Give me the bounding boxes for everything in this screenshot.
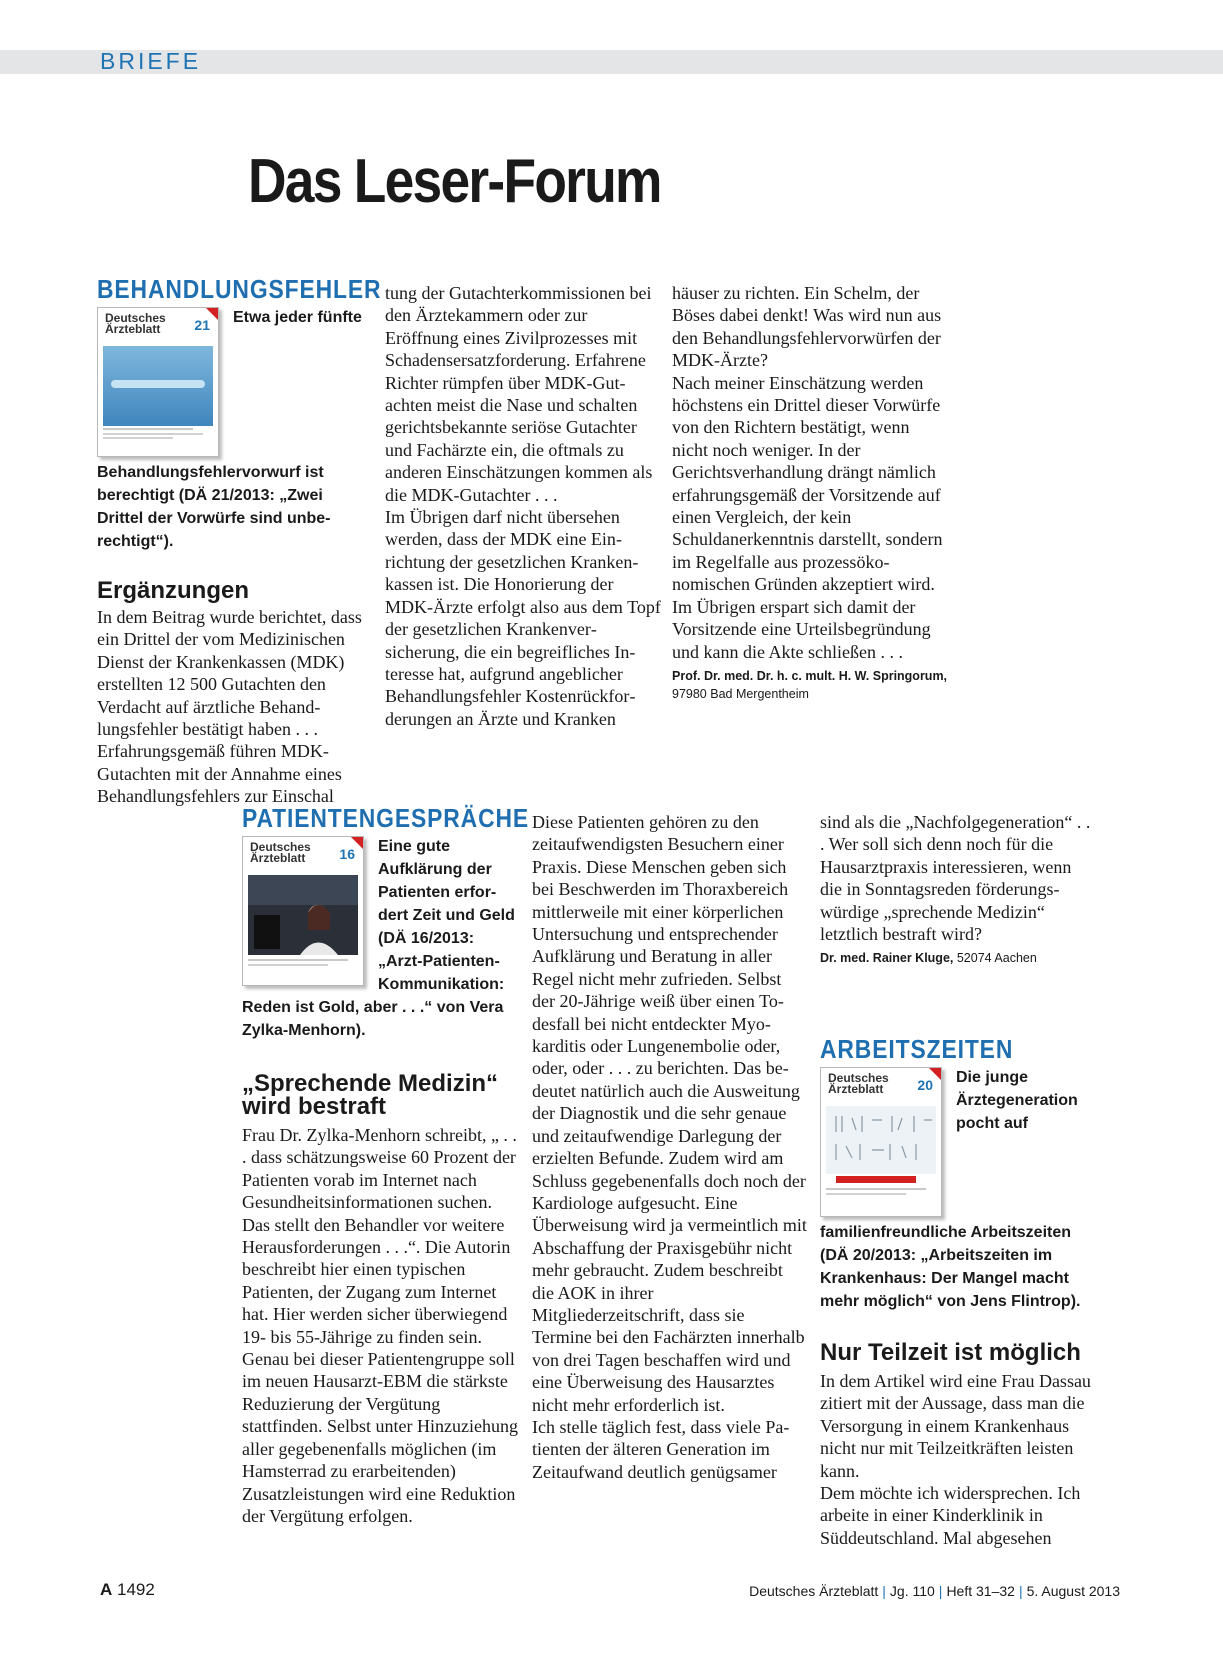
article1-location: 97980 Bad Mergentheim	[672, 686, 809, 701]
article2-body-part2: Diese Patienten gehören zu den zeitaufwendigsten Besuchern einer Praxis. Diese Menschen geben sich bei Beschwerden im Thoraxbereich mittlerweile mit einer körperlichen Untersuchung und entsprechender Aufklärung und Beratung in aller Regel nicht mehr zufrieden. Selbst der 20-Jährige weiß über einen Todesfall bei nicht entdeckter Myokarditis oder Lungenembolie oder, oder, oder . . . zu berichten. Das bedeutet natürlich auch die Ausweitung der Diagnostik und die sehr genaue und zeitaufwendige Darlegung der erzielten Befunde. Zudem wird am Schluss gegebenenfalls doch noch der Kardiologe aufgesucht. Eine Überweisung wird ja vermeintlich mit Abschaffung der Praxisgebühr nicht mehr gebraucht. Zudem beschreibt die AOK in ihrer Mitgliederzeitschrift, dass sie Termine bei den Fachärzten innerhalb von drei Tagen beschaffen wird und eine Überweisung des Hausarztes nicht mehr erforderlich ist.	[532, 812, 807, 1415]
footer-issue: Heft 31–32	[946, 1583, 1015, 1599]
footer-journal: Deutsches Ärzteblatt	[749, 1583, 879, 1599]
cover-masthead: Deutsches Ärzteblatt	[250, 840, 311, 865]
cover-corner-mark	[206, 308, 218, 320]
footer-citation: Deutsches Ärzteblatt | Jg. 110 | Heft 31–32 | 5. August 2013	[749, 1583, 1120, 1599]
article1-signature	[672, 667, 948, 703]
article1-cover-image	[97, 307, 219, 457]
article1-body-part4: häuser zu richten. Ein Schelm, der Böses dabei denkt! Was wird nun aus den Behandlungsfehlervorwürfen der MDK-Ärzte?	[672, 283, 942, 371]
cover-masthead: Deutsches Ärzteblatt	[105, 311, 166, 336]
page-number-value: 1492	[117, 1580, 155, 1599]
article3-column	[820, 1034, 1096, 1549]
article1-author: Prof. Dr. med. Dr. h. c. mult. H. W. Springorum,	[672, 668, 948, 683]
page-prefix: A	[100, 1580, 113, 1599]
article1-column3	[672, 282, 948, 703]
article2-teaser: Eine gute Aufklärung der Patienten erfordert Zeit und Geld (DÄ 16/2013: „Arzt-Patienten-Kommunikation: Reden ist Gold, aber . . .“ von Vera Zylka-Menhorn).	[242, 838, 515, 1039]
article3-category: ARBEITSZEITEN	[820, 1034, 1014, 1064]
cover-corner-mark	[929, 1068, 941, 1080]
article2-location: 52074 Aachen	[956, 951, 1037, 966]
article1-body-part1: In dem Beitrag wurde berichtet, dass ein Drittel der vom Medizinischen Dienst der Krankenkassen (MDK) erstellten 12 500 Gutachten den Verdacht auf ärztliche Behandlungsfehler bestätigt haben . . . Erfahrungsgemäß führen MDK-Gutachten mit der Annahme eines Behandlungsfehlers zur Einschal	[97, 607, 362, 807]
cover-issue-number: 20	[917, 1077, 933, 1093]
cover-masthead: Deutsches Ärzteblatt	[828, 1071, 889, 1096]
article1-body-part5: Nach meiner Einschätzung werden höchstens ein Drittel dieser Vorwürfe von den Richtern bestätigt, wenn nicht noch weniger. In der Gerichtsverhandlung drängt nämlich erfahrungsgemäß der Vorsitzende auf einen Vergleich, der kein Schuldanerkenntnis darstellt, sondern im Regelfalle aus prozessökonomischen Gründen akzeptiert wird. Im Übrigen erspart sich damit der Vorsitzende eine Urteilsbegründung und kann die Akte schließen . . .	[672, 372, 943, 662]
cover-artwork	[103, 346, 213, 440]
article3-headline: Nur Teilzeit ist möglich	[820, 1339, 1081, 1366]
article2-category: PATIENTENGESPRÄCHE	[242, 803, 530, 833]
article3-cover-image	[820, 1067, 942, 1217]
article2-body-part4: sind als die „Nachfolgegeneration“ . . . Wer soll sich denn noch für die Hausarztpraxis interessieren, wenn die in Sonntagsreden förderungswürdige „sprechende Medizin“ letztlich bestraft wird?	[820, 812, 1091, 945]
article2-column2	[532, 811, 808, 1483]
page-title: Das Leser-Forum	[248, 147, 661, 216]
footer-volume: Jg. 110	[889, 1583, 935, 1599]
article3-teaser: Die junge Ärztegeneration pocht auf familienfreundliche Arbeitszeiten (DÄ 20/2013: „Arbeitszeiten im Krankenhaus: Der Mangel macht mehr möglich“ von Jens Flintrop).	[820, 1069, 1081, 1310]
article2-author: Dr. med. Rainer Kluge,	[820, 951, 954, 966]
cover-issue-number: 21	[194, 317, 210, 333]
article2-headline: „Sprechende Medizin“ wird bestraft	[242, 1070, 499, 1120]
article1-column2	[385, 282, 661, 730]
footer-date: 5. August 2013	[1026, 1583, 1120, 1599]
article2-cover-image	[242, 836, 364, 986]
cover-artwork	[248, 875, 358, 969]
article1-headline: Ergänzungen	[97, 577, 250, 604]
article1-column1	[97, 274, 382, 808]
cover-issue-number: 16	[339, 846, 355, 862]
article1-category: BEHANDLUNGSFEHLER	[97, 274, 382, 304]
article2-body-part1: Frau Dr. Zylka-Menhorn schreibt, „ . . . dass schätzungsweise 60 Prozent der Patienten vorab im Internet nach Gesundheitsinformationen suchen. Das stellt den Behandler vor weitere Herausforderungen . . .“. Die Autorin beschreibt hier einen typischen Patienten, der Zugang zum Internet hat. Hier werden sicher überwiegend 19- bis 55-Jährige zu finden sein. Genau bei dieser Patientengruppe soll im neuen Hausarzt-EBM die stärkste Reduzierung der Vergütung stattfinden. Selbst unter Hinzuziehung aller gegebenenfalls möglichen (im Hamsterrad zu erarbeitenden) Zusatzleistungen wird eine Reduktion der Vergütung erfolgen.	[242, 1125, 518, 1526]
article2-signature	[820, 949, 1096, 967]
section-label: BRIEFE	[100, 48, 202, 74]
article1-teaser: Etwa jeder fünfte Behandlungsfehlervorwurf ist berechtigt (DÄ 21/2013: „Zwei Drittel der Vorwürfe sind unberechtigt“).	[97, 309, 362, 550]
article3-body-part2: Dem möchte ich widersprechen. Ich arbeite in einer Kinderklinik in Süddeutschland. Mal abgesehen	[820, 1483, 1081, 1548]
page-number	[100, 1580, 155, 1600]
article1-body-part3: Im Übrigen darf nicht übersehen werden, dass der MDK eine Einrichtung der gesetzlichen Krankenkassen ist. Die Honorierung der MDK-Ärzte erfolgt also aus dem Topf der gesetzlichen Krankenversicherung, die ein begreifliches Interesse hat, aufgrund angeblicher Behandlungsfehler Kostenrückforderungen an Ärzte und Kranken	[385, 507, 661, 729]
cover-artwork	[826, 1106, 936, 1200]
article1-body-part2: tung der Gutachterkommissionen bei den Ärztekammern oder zur Eröffnung eines Zivilprozesses mit Schadensersatzforderung. Erfahrene Richter rümpfen über MDK-Gutachten meist die Nase und schalten gerichtsbekannte seriöse Gutachter und Fachärzte ein, die oftmals zu anderen Einschätzungen kommen als die MDK-Gutachter . . .	[385, 283, 653, 505]
article2-column3	[820, 811, 1096, 967]
cover-corner-mark	[351, 837, 363, 849]
article2-body-part3: Ich stelle täglich fest, dass viele Patienten der älteren Generation im Zeitaufwand deutlich genügsamer	[532, 1416, 790, 1482]
article2-column1	[242, 803, 530, 1527]
article3-body-part1: In dem Artikel wird eine Frau Dassau zitiert mit der Aussage, dass man die Versorgung in einem Krankenhaus nicht nur mit Teilzeitkräften leisten kann.	[820, 1371, 1091, 1481]
